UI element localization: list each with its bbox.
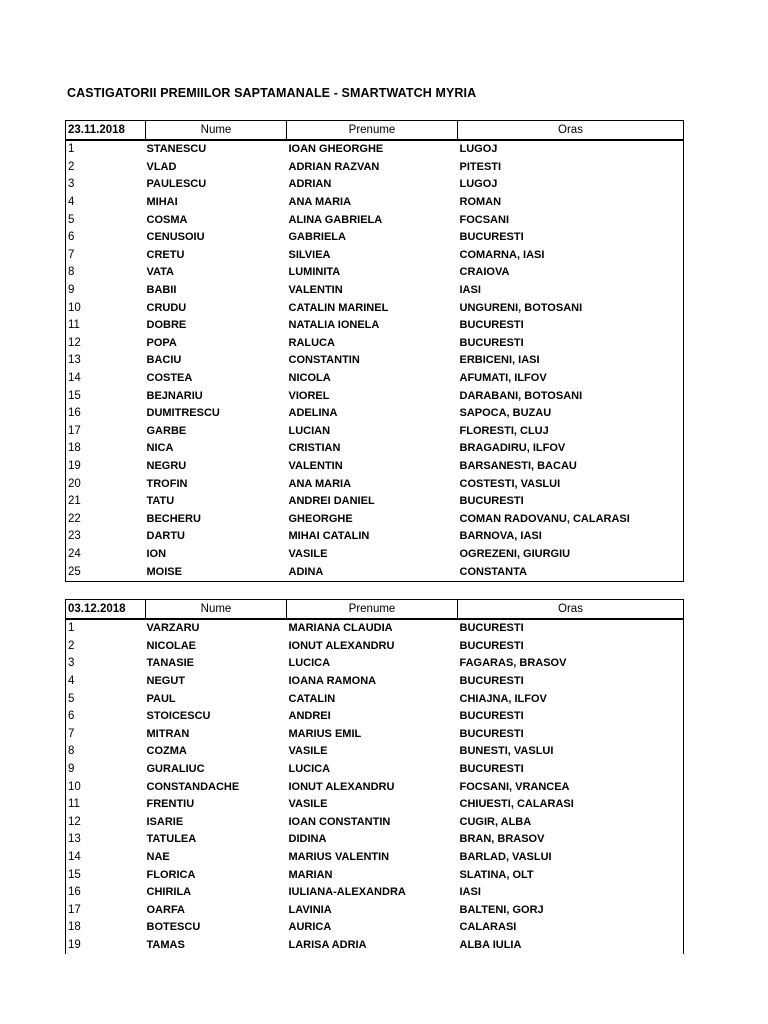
table-row bbox=[66, 655, 684, 673]
oras-cell: OGREZENI, GIURGIU bbox=[459, 547, 571, 560]
table-header-row bbox=[66, 600, 684, 620]
oras-cell: BUCURESTI bbox=[459, 639, 524, 652]
prenume-cell: GABRIELA bbox=[288, 231, 346, 244]
row-number: 8 bbox=[68, 745, 75, 758]
column-header-oras: Oras bbox=[458, 600, 684, 620]
table-row bbox=[66, 902, 684, 920]
oras-cell: BUCURESTI bbox=[459, 727, 524, 740]
nume-cell: TROFIN bbox=[146, 477, 188, 490]
oras-cell: CHIUESTI, CALARASI bbox=[459, 798, 574, 811]
table-row bbox=[66, 317, 684, 335]
nume-cell: DUMITRESCU bbox=[146, 407, 220, 420]
prenume-cell: ADRIAN bbox=[288, 178, 332, 191]
table-row bbox=[66, 726, 684, 744]
row-number: 7 bbox=[68, 727, 75, 740]
row-number: 4 bbox=[68, 196, 75, 209]
table-row bbox=[66, 352, 684, 370]
nume-cell: VLAD bbox=[146, 160, 177, 173]
row-number: 1 bbox=[68, 622, 75, 635]
table-row bbox=[66, 247, 684, 265]
table-row bbox=[66, 814, 684, 832]
table-row bbox=[66, 761, 684, 779]
table-row bbox=[66, 919, 684, 937]
row-number: 8 bbox=[68, 266, 75, 279]
row-number: 12 bbox=[68, 336, 81, 349]
nume-cell: VARZARU bbox=[146, 622, 200, 635]
nume-cell: PAULESCU bbox=[146, 178, 207, 191]
nume-cell: CENUSOIU bbox=[146, 231, 205, 244]
row-number: 7 bbox=[68, 248, 75, 261]
table-row bbox=[66, 546, 684, 564]
nume-cell: CRETU bbox=[146, 248, 185, 261]
prenume-cell: ADRIAN RAZVAN bbox=[288, 160, 380, 173]
oras-cell: LUGOJ bbox=[459, 178, 498, 191]
table-row bbox=[66, 528, 684, 546]
row-number: 2 bbox=[68, 639, 75, 652]
row-number: 17 bbox=[68, 903, 81, 916]
table-row bbox=[66, 937, 684, 955]
table-date: 03.12.2018 bbox=[66, 600, 146, 620]
oras-cell: ERBICENI, IASI bbox=[459, 354, 540, 367]
nume-cell: NICOLAE bbox=[146, 639, 196, 652]
nume-cell: COZMA bbox=[146, 745, 187, 758]
prenume-cell: DIDINA bbox=[288, 833, 327, 846]
table-row bbox=[66, 194, 684, 212]
oras-cell: CHIAJNA, ILFOV bbox=[459, 692, 547, 705]
table-row bbox=[66, 708, 684, 726]
nume-cell: PAUL bbox=[146, 692, 176, 705]
row-number: 20 bbox=[68, 477, 81, 490]
winners-table-2 bbox=[65, 599, 684, 954]
oras-cell: BALTENI, GORJ bbox=[459, 903, 544, 916]
oras-cell: BARLAD, VASLUI bbox=[459, 851, 552, 864]
prenume-cell: AURICA bbox=[288, 921, 332, 934]
nume-cell: NICA bbox=[146, 442, 174, 455]
row-number: 14 bbox=[68, 851, 81, 864]
table-row bbox=[66, 638, 684, 656]
nume-cell: NEGRU bbox=[146, 459, 187, 472]
column-header-nume: Nume bbox=[146, 600, 287, 620]
table-row bbox=[66, 264, 684, 282]
row-number: 3 bbox=[68, 178, 75, 191]
row-number: 6 bbox=[68, 710, 75, 723]
oras-cell: COSTESTI, VASLUI bbox=[459, 477, 561, 490]
nume-cell: NAE bbox=[146, 851, 170, 864]
winners-table-1 bbox=[65, 120, 684, 582]
table-row bbox=[66, 690, 684, 708]
nume-cell: DARTU bbox=[146, 530, 185, 543]
prenume-cell: CRISTIAN bbox=[288, 442, 341, 455]
row-number: 19 bbox=[68, 938, 81, 951]
row-number: 15 bbox=[68, 389, 81, 402]
prenume-cell: CATALIN bbox=[288, 692, 336, 705]
prenume-cell: CONSTANTIN bbox=[288, 354, 360, 367]
oras-cell: IASI bbox=[459, 284, 481, 297]
row-number: 19 bbox=[68, 459, 81, 472]
table-row bbox=[66, 140, 684, 159]
row-number: 21 bbox=[68, 495, 81, 508]
oras-cell: SLATINA, OLT bbox=[459, 868, 534, 881]
oras-cell: BARNOVA, IASI bbox=[459, 530, 542, 543]
oras-cell: COMARNA, IASI bbox=[459, 248, 545, 261]
nume-cell: CRUDU bbox=[146, 301, 187, 314]
nume-cell: COSMA bbox=[146, 213, 188, 226]
oras-cell: BUCURESTI bbox=[459, 710, 524, 723]
nume-cell: GURALIUC bbox=[146, 763, 205, 776]
prenume-cell: VASILE bbox=[288, 745, 328, 758]
row-number: 9 bbox=[68, 284, 75, 297]
nume-cell: MIHAI bbox=[146, 196, 178, 209]
nume-cell: BOTESCU bbox=[146, 921, 201, 934]
row-number: 16 bbox=[68, 407, 81, 420]
row-number: 5 bbox=[68, 692, 75, 705]
table-row bbox=[66, 831, 684, 849]
nume-cell: MITRAN bbox=[146, 727, 190, 740]
row-number: 18 bbox=[68, 442, 81, 455]
prenume-cell: NICOLA bbox=[288, 372, 331, 385]
table-row bbox=[66, 440, 684, 458]
table-header-row bbox=[66, 121, 684, 141]
nume-cell: OARFA bbox=[146, 903, 185, 916]
table-row bbox=[66, 299, 684, 317]
row-number: 17 bbox=[68, 424, 81, 437]
row-number: 16 bbox=[68, 886, 81, 899]
nume-cell: CONSTANDACHE bbox=[146, 780, 240, 793]
row-number: 10 bbox=[68, 301, 81, 314]
prenume-cell: MIHAI CATALIN bbox=[288, 530, 370, 543]
prenume-cell: LUCICA bbox=[288, 763, 331, 776]
nume-cell: BEJNARIU bbox=[146, 389, 203, 402]
oras-cell: ROMAN bbox=[459, 196, 502, 209]
table-date: 23.11.2018 bbox=[66, 121, 146, 141]
prenume-cell: VASILE bbox=[288, 798, 328, 811]
prenume-cell: IULIANA-ALEXANDRA bbox=[288, 886, 406, 899]
prenume-cell: CATALIN MARINEL bbox=[288, 301, 389, 314]
prenume-cell: RALUCA bbox=[288, 336, 335, 349]
oras-cell: CALARASI bbox=[459, 921, 517, 934]
oras-cell: IASI bbox=[459, 886, 481, 899]
oras-cell: FOCSANI, VRANCEA bbox=[459, 780, 570, 793]
row-number: 18 bbox=[68, 921, 81, 934]
table-row bbox=[66, 475, 684, 493]
table-row bbox=[66, 159, 684, 177]
prenume-cell: MARIANA CLAUDIA bbox=[288, 622, 393, 635]
prenume-cell: IOANA RAMONA bbox=[288, 675, 377, 688]
oras-cell: BRAGADIRU, ILFOV bbox=[459, 442, 566, 455]
oras-cell: BRAN, BRASOV bbox=[459, 833, 545, 846]
oras-cell: BARSANESTI, BACAU bbox=[459, 459, 577, 472]
row-number: 9 bbox=[68, 763, 75, 776]
oras-cell: SAPOCA, BUZAU bbox=[459, 407, 552, 420]
table-row bbox=[66, 405, 684, 423]
row-number: 5 bbox=[68, 213, 75, 226]
nume-cell: FLORICA bbox=[146, 868, 196, 881]
table-row bbox=[66, 370, 684, 388]
oras-cell: CRAIOVA bbox=[459, 266, 510, 279]
oras-cell: BUCURESTI bbox=[459, 495, 524, 508]
row-number: 10 bbox=[68, 780, 81, 793]
table-row bbox=[66, 619, 684, 638]
prenume-cell: ANA MARIA bbox=[288, 196, 352, 209]
table-row bbox=[66, 866, 684, 884]
prenume-cell: NATALIA IONELA bbox=[288, 319, 380, 332]
prenume-cell: ANA MARIA bbox=[288, 477, 352, 490]
table-row bbox=[66, 510, 684, 528]
nume-cell: BECHERU bbox=[146, 512, 201, 525]
oras-cell: BUCURESTI bbox=[459, 231, 524, 244]
row-number: 4 bbox=[68, 675, 75, 688]
table-row bbox=[66, 176, 684, 194]
oras-cell: CONSTANTA bbox=[459, 565, 527, 578]
row-number: 1 bbox=[68, 143, 75, 156]
nume-cell: MOISE bbox=[146, 565, 182, 578]
prenume-cell: MARIAN bbox=[288, 868, 333, 881]
prenume-cell: IOAN CONSTANTIN bbox=[288, 815, 391, 828]
nume-cell: STOICESCU bbox=[146, 710, 211, 723]
column-header-nume: Nume bbox=[146, 121, 287, 141]
oras-cell: BUCURESTI bbox=[459, 763, 524, 776]
prenume-cell: ANDREI bbox=[288, 710, 331, 723]
nume-cell: BABII bbox=[146, 284, 177, 297]
row-number: 2 bbox=[68, 160, 75, 173]
table-row bbox=[66, 563, 684, 581]
nume-cell: TATULEA bbox=[146, 833, 197, 846]
oras-cell: COMAN RADOVANU, CALARASI bbox=[459, 512, 630, 525]
row-number: 6 bbox=[68, 231, 75, 244]
prenume-cell: ANDREI DANIEL bbox=[288, 495, 375, 508]
table-row bbox=[66, 387, 684, 405]
nume-cell: COSTEA bbox=[146, 372, 193, 385]
table-row bbox=[66, 335, 684, 353]
table-row bbox=[66, 796, 684, 814]
row-number: 12 bbox=[68, 815, 81, 828]
prenume-cell: VALENTIN bbox=[288, 284, 343, 297]
nume-cell: FRENTIU bbox=[146, 798, 195, 811]
oras-cell: BUNESTI, VASLUI bbox=[459, 745, 554, 758]
row-number: 14 bbox=[68, 372, 81, 385]
nume-cell: BACIU bbox=[146, 354, 182, 367]
prenume-cell: VALENTIN bbox=[288, 459, 343, 472]
oras-cell: FOCSANI bbox=[459, 213, 509, 226]
row-number: 11 bbox=[68, 319, 80, 332]
prenume-cell: LAVINIA bbox=[288, 903, 332, 916]
row-number: 15 bbox=[68, 868, 81, 881]
nume-cell: TATU bbox=[146, 495, 175, 508]
oras-cell: DARABANI, BOTOSANI bbox=[459, 389, 583, 402]
oras-cell: BUCURESTI bbox=[459, 336, 524, 349]
nume-cell: DOBRE bbox=[146, 319, 187, 332]
prenume-cell: MARIUS EMIL bbox=[288, 727, 362, 740]
nume-cell: STANESCU bbox=[146, 143, 207, 156]
table-row bbox=[66, 211, 684, 229]
prenume-cell: ADINA bbox=[288, 565, 324, 578]
oras-cell: PITESTI bbox=[459, 160, 502, 173]
prenume-cell: SILVIEA bbox=[288, 248, 331, 261]
prenume-cell: LUCICA bbox=[288, 657, 331, 670]
row-number: 13 bbox=[68, 354, 81, 367]
nume-cell: NEGUT bbox=[146, 675, 185, 688]
nume-cell: TANASIE bbox=[146, 657, 194, 670]
page-title: CASTIGATORII PREMIILOR SAPTAMANALE - SMARTWATCH MYRIA bbox=[67, 86, 477, 100]
table-row bbox=[66, 743, 684, 761]
oras-cell: ALBA IULIA bbox=[459, 938, 522, 951]
prenume-cell: MARIUS VALENTIN bbox=[288, 851, 390, 864]
nume-cell: POPA bbox=[146, 336, 177, 349]
row-number: 25 bbox=[68, 565, 81, 578]
oras-cell: LUGOJ bbox=[459, 143, 498, 156]
table-row bbox=[66, 282, 684, 300]
nume-cell: GARBE bbox=[146, 424, 187, 437]
oras-cell: BUCURESTI bbox=[459, 622, 524, 635]
prenume-cell: LUMINITA bbox=[288, 266, 341, 279]
oras-cell: UNGURENI, BOTOSANI bbox=[459, 301, 583, 314]
oras-cell: AFUMATI, ILFOV bbox=[459, 372, 547, 385]
column-header-oras: Oras bbox=[458, 121, 684, 141]
row-number: 3 bbox=[68, 657, 75, 670]
prenume-cell: IONUT ALEXANDRU bbox=[288, 639, 395, 652]
prenume-cell: IOAN GHEORGHE bbox=[288, 143, 384, 156]
column-header-prenume: Prenume bbox=[287, 121, 458, 141]
prenume-cell: VASILE bbox=[288, 547, 328, 560]
prenume-cell: LUCIAN bbox=[288, 424, 331, 437]
nume-cell: CHIRILA bbox=[146, 886, 192, 899]
column-header-prenume: Prenume bbox=[287, 600, 458, 620]
oras-cell: BUCURESTI bbox=[459, 319, 524, 332]
prenume-cell: GHEORGHE bbox=[288, 512, 353, 525]
table-row bbox=[66, 673, 684, 691]
nume-cell: TAMAS bbox=[146, 938, 185, 951]
nume-cell: VATA bbox=[146, 266, 174, 279]
nume-cell: ION bbox=[146, 547, 167, 560]
prenume-cell: IONUT ALEXANDRU bbox=[288, 780, 395, 793]
row-number: 23 bbox=[68, 530, 81, 543]
row-number: 11 bbox=[68, 798, 80, 811]
row-number: 22 bbox=[68, 512, 81, 525]
oras-cell: CUGIR, ALBA bbox=[459, 815, 532, 828]
table-row bbox=[66, 778, 684, 796]
nume-cell: ISARIE bbox=[146, 815, 184, 828]
row-number: 24 bbox=[68, 547, 81, 560]
prenume-cell: ALINA GABRIELA bbox=[288, 213, 383, 226]
prenume-cell: VIOREL bbox=[288, 389, 330, 402]
table-row bbox=[66, 423, 684, 441]
oras-cell: FLORESTI, CLUJ bbox=[459, 424, 549, 437]
row-number: 13 bbox=[68, 833, 81, 846]
table-row bbox=[66, 493, 684, 511]
prenume-cell: LARISA ADRIA bbox=[288, 938, 367, 951]
prenume-cell: ADELINA bbox=[288, 407, 338, 420]
oras-cell: FAGARAS, BRASOV bbox=[459, 657, 567, 670]
table-row bbox=[66, 458, 684, 476]
table-row bbox=[66, 229, 684, 247]
table-row bbox=[66, 884, 684, 902]
table-row bbox=[66, 849, 684, 867]
oras-cell: BUCURESTI bbox=[459, 675, 524, 688]
